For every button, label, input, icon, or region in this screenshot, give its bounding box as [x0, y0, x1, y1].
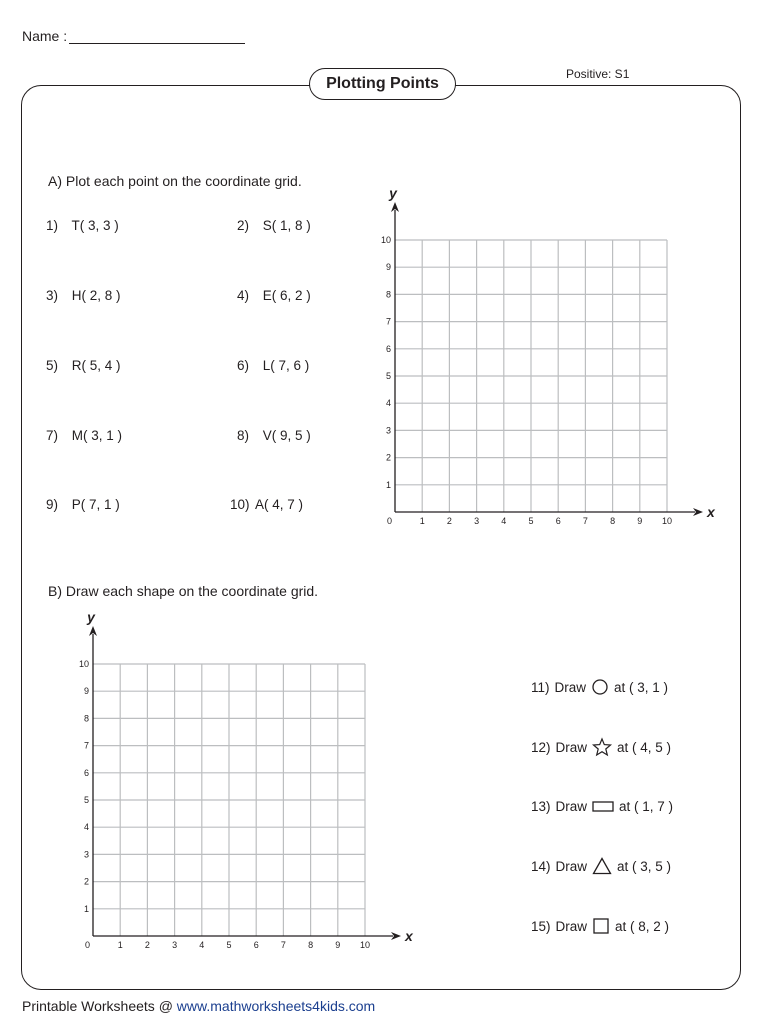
- x-tick-label: 8: [308, 940, 314, 950]
- x-tick-label: 7: [582, 516, 588, 526]
- x-tick-label: 5: [528, 516, 534, 526]
- x-tick-label: 3: [474, 516, 480, 526]
- footer: [22, 998, 375, 1014]
- x-tick-label: 4: [199, 940, 205, 950]
- point-item: 2) S( 1, 8 ): [237, 218, 311, 233]
- y-tick-label: 7: [385, 316, 391, 327]
- x-tick-label: 6: [555, 516, 561, 526]
- coordinate-grid-a[interactable]: [370, 185, 730, 535]
- rectangle-icon: [592, 797, 614, 815]
- triangle-icon: [592, 857, 612, 875]
- y-tick-label: 10: [380, 235, 391, 245]
- x-tick-label: 0: [386, 516, 392, 526]
- y-tick-label: 7: [83, 740, 89, 751]
- shape-item: 11) Draw at ( 3, 1 ): [531, 679, 669, 695]
- y-axis-label: y: [87, 609, 95, 625]
- point-item: 8) V( 9, 5 ): [237, 428, 311, 443]
- x-tick-label: 1: [117, 940, 123, 950]
- shape-item: 13) Draw at ( 1, 7 ): [531, 798, 674, 814]
- x-tick-label: 9: [335, 940, 341, 950]
- x-tick-label: 6: [253, 940, 259, 950]
- x-tick-label: 1: [419, 516, 425, 526]
- y-tick-label: 3: [83, 849, 89, 860]
- y-tick-label: 9: [83, 686, 89, 697]
- section-a-instruction: A) Plot each point on the coordinate grid.: [48, 173, 302, 189]
- x-tick-label: 0: [84, 940, 90, 950]
- point-item: 9) P( 7, 1 ): [46, 497, 120, 512]
- square-icon: [592, 917, 610, 935]
- y-tick-label: 1: [385, 479, 391, 490]
- circle-icon: [591, 678, 609, 696]
- y-tick-label: 2: [385, 452, 391, 463]
- y-tick-label: 1: [83, 903, 89, 914]
- shape-item: 15) Draw at ( 8, 2 ): [531, 918, 670, 934]
- x-tick-label: 2: [144, 940, 150, 950]
- y-tick-label: 8: [83, 713, 89, 724]
- coordinate-grid-b[interactable]: [70, 609, 430, 957]
- point-item: 5) R( 5, 4 ): [46, 358, 121, 373]
- footer-link[interactable]: www.mathworksheets4kids.com: [176, 998, 376, 1014]
- y-tick-label: 9: [385, 262, 391, 273]
- y-tick-label: 5: [385, 371, 391, 381]
- name-answer-line[interactable]: [69, 43, 245, 44]
- x-axis-label: x: [405, 928, 413, 944]
- x-tick-label: 8: [610, 516, 616, 526]
- x-tick-label: 2: [446, 516, 452, 526]
- page-title-text: Plotting Points: [326, 75, 439, 92]
- y-tick-label: 6: [83, 767, 89, 778]
- point-item: 1) T( 3, 3 ): [46, 218, 119, 233]
- point-item: 7) M( 3, 1 ): [46, 428, 123, 443]
- x-tick-label: 5: [226, 940, 232, 950]
- footer-prefix: Printable Worksheets @: [22, 998, 177, 1014]
- name-label: Name :: [22, 28, 68, 44]
- y-tick-label: 6: [385, 343, 391, 354]
- y-tick-label: 8: [385, 289, 391, 300]
- y-axis-label: y: [389, 185, 397, 201]
- point-item: 6) L( 7, 6 ): [237, 358, 310, 373]
- x-tick-label: 10: [661, 516, 673, 526]
- y-tick-label: 2: [83, 876, 89, 887]
- shape-item: 12) Draw at ( 4, 5 ): [531, 739, 672, 755]
- x-tick-label: 10: [359, 940, 371, 950]
- page-title: [309, 68, 456, 100]
- x-axis-label: x: [707, 504, 715, 520]
- y-tick-label: 5: [83, 795, 89, 805]
- y-tick-label: 10: [78, 659, 89, 669]
- y-tick-label: 4: [83, 822, 89, 833]
- point-item: 4) E( 6, 2 ): [237, 288, 311, 303]
- y-tick-label: 3: [385, 425, 391, 436]
- point-item: 10) A( 4, 7 ): [230, 497, 304, 512]
- star-icon: [592, 738, 612, 756]
- x-tick-label: 4: [501, 516, 507, 526]
- sheet-label: Positive: S1: [566, 67, 630, 81]
- section-b-instruction: B) Draw each shape on the coordinate grid.: [48, 583, 319, 599]
- x-tick-label: 9: [637, 516, 643, 526]
- shape-item: 14) Draw at ( 3, 5 ): [531, 858, 672, 874]
- y-tick-label: 4: [385, 398, 391, 409]
- x-tick-label: 7: [280, 940, 286, 950]
- point-item: 3) H( 2, 8 ): [46, 288, 121, 303]
- x-tick-label: 3: [172, 940, 178, 950]
